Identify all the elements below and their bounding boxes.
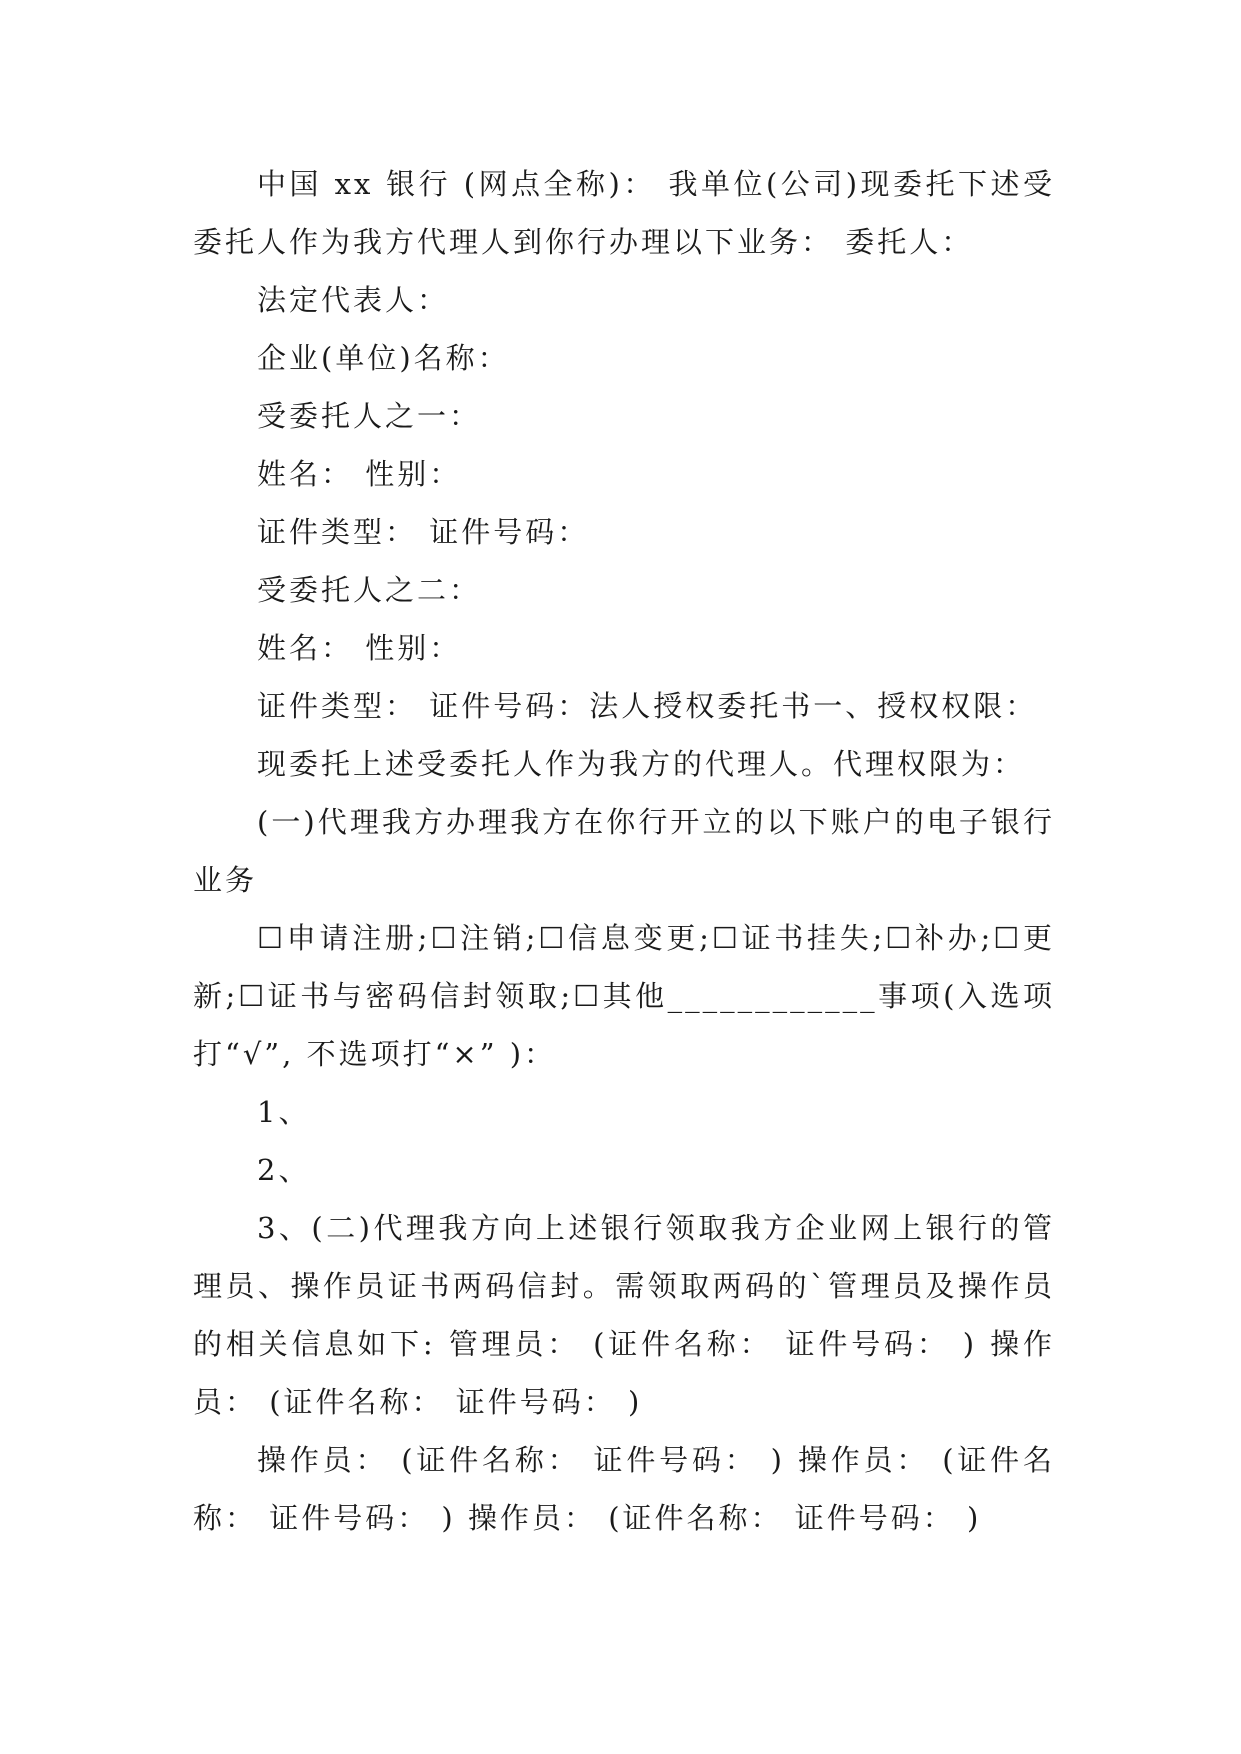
paragraph-company-name: 企业(单位)名称： — [257, 341, 510, 375]
paragraph-checkbox-options: ☐申请注册;☐注销;☐信息变更;☐证书挂失;☐补办;☐更新;☐证书与密码信封领取;☐其他____________事项(入选项打“√”, 不选项打“×” )： — [193, 921, 1055, 1071]
paragraph-agent-two-id: 证件类型： 证件号码：法人授权委托书一、授权权限： — [257, 689, 1038, 723]
paragraph-agent-one-name-gender: 姓名： 性别： — [257, 457, 462, 491]
paragraph-operators: 操作员： (证件名称： 证件号码： ) 操作员： (证件名称： 证件号码： ) 操作员： (证件名称： 证件号码： ) — [193, 1443, 1055, 1535]
paragraph-list-3: 3、(二)代理我方向上述银行领取我方企业网上银行的管理员、操作员证书两码信封。需领取两码的`管理员及操作员的相关信息如下: 管理员： (证件名称： 证件号码： ) 操作员： (证件名称： 证件号码： ) — [193, 1211, 1055, 1419]
paragraph-agent-one-id: 证件类型： 证件号码： — [257, 515, 590, 549]
paragraph-intro: 中国 xx 银行 (网点全称)： 我单位(公司)现委托下述受委托人作为我方代理人到你行办理以下业务： 委托人： — [193, 167, 1055, 259]
paragraph-list-1: 1、 — [257, 1095, 311, 1129]
paragraph-agent-one: 受委托人之一： — [257, 399, 482, 433]
paragraph-agent-two: 受委托人之二： — [257, 573, 482, 607]
paragraph-authority: 现委托上述受委托人作为我方的代理人。代理权限为： — [257, 747, 1026, 781]
paragraph-list-2: 2、 — [257, 1153, 311, 1187]
paragraph-agent-two-name-gender: 姓名： 性别： — [257, 631, 462, 665]
document-page — [193, 155, 1055, 1547]
paragraph-legal-representative: 法定代表人： — [257, 283, 450, 317]
paragraph-item-one: (一)代理我方办理我方在你行开立的以下账户的电子银行业务 — [193, 805, 1055, 897]
